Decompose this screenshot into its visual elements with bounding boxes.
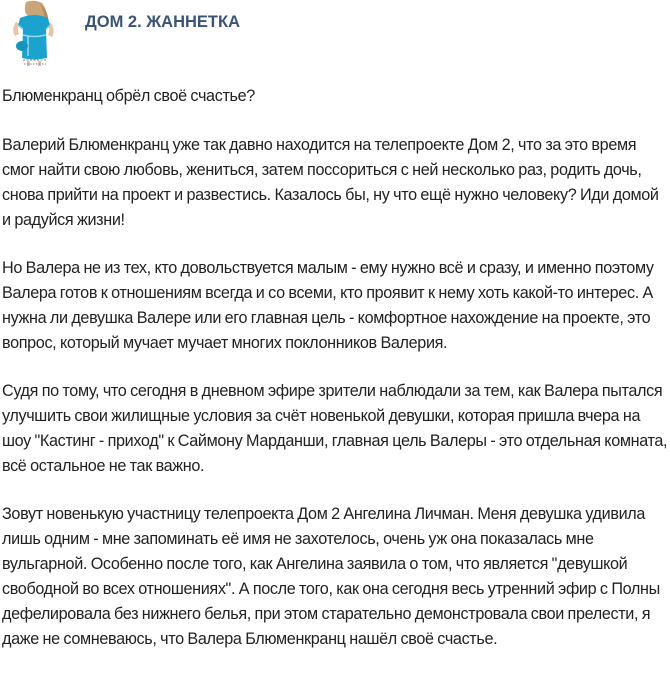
page-header [0, 0, 670, 70]
avatar[interactable] [6, 0, 62, 68]
article-paragraph: Но Валера не из тех, кто довольствуется малым - ему нужно всё и сразу, и именно поэтому Валера готов к отношениям всегда и со всеми, кто проявит к нему хоть какой-то интерес. А нужна ли девушка Валере или его главная цель - комфортное нахождение на проекте, это вопрос, который мучает мучает многих поклонников Валерия. [2, 259, 654, 352]
article-paragraph: Судя по тому, что сегодня в дневном эфире зрители наблюдали за тем, как Валера пытался улучшить свои жилищные условия за счёт новенькой девушки, которая пришла вчера на шоу "Кастинг - приход" к Саймону Марданши, главная цель Валеры - это отдельная комната, всё остальное не так важно. [2, 382, 668, 475]
woman-in-blue-dress-icon [6, 0, 62, 68]
article-body [2, 84, 670, 675]
article-paragraph: Валерий Блюменкранц уже так давно находится на телепроекте Дом 2, что за это время смог найти свою любовь, жениться, затем поссориться с ней несколько раз, родить дочь, снова прийти на проект и развестись. Казалось бы, ну что ещё нужно человеку? Иди домой и радуйся жизни! [2, 136, 659, 229]
article-paragraph: Зовут новенькую участницу телепроекта Дом 2 Ангелина Личман. Меня девушка удивила лишь одним - мне запоминать её имя не захотелось, очень уж она показалась мне вульгарной. Особенно после того, как Ангелина заявила о том, что является "девушкой свободной во всех отношениях". А после того, как она сегодня весь утренний эфир с Полны дефелировала без нижнего белья, при этом старательно демонстровала свои прелести, я даже не сомневаюсь, что Валера Блюменкранц нашёл своё счастье. [2, 505, 660, 648]
blog-title[interactable]: ДОМ 2. ЖАННЕТКА [85, 13, 240, 31]
article-lead: Блюменкранц обрёл своё счастье? [2, 87, 255, 105]
